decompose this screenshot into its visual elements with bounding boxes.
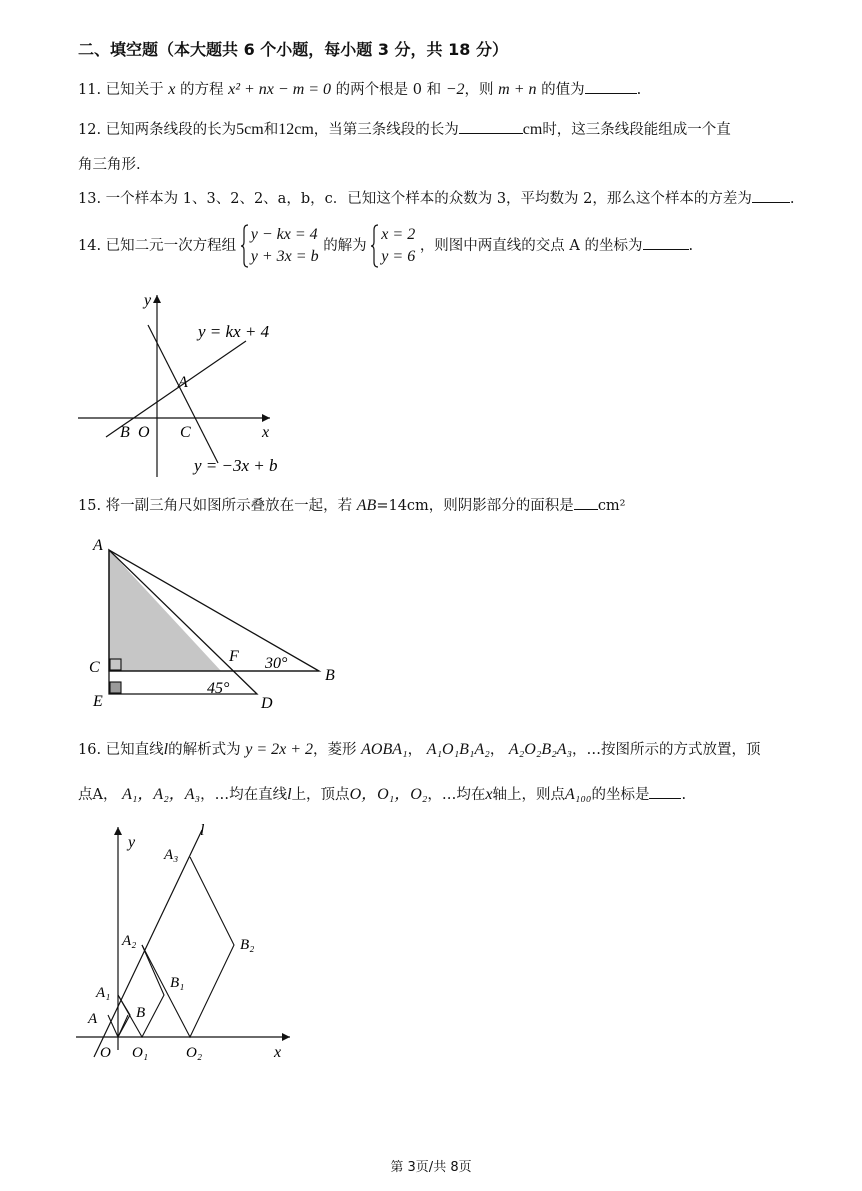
question-number: 13. (78, 191, 102, 207)
question-16-cont: 点A， A₁，A₂，A₃，…均在直线l上，顶点O，O₁，O₂，…均在x轴上，则点A₁₀₀的坐标是 . (78, 786, 687, 803)
svg-text:y: y (128, 834, 136, 851)
equation-system: y − kx = 4 y + 3x = b (241, 224, 319, 268)
question-14: 14. 已知二元一次方程组 y − kx = 4 y + 3x = b 的解为 x = 2 y = 6 ，则图中两直线的交点 A 的坐标为 . (78, 224, 693, 268)
x-arrow-icon (282, 1033, 290, 1041)
svg-text:O: O (100, 1045, 111, 1061)
label-c: C (89, 659, 100, 676)
label-point-o: O (138, 424, 150, 441)
question-12: 12. 已知两条线段的长为5cm和12cm，当第三条线段的长为 cm时，这三条线段能组成一个直 (78, 121, 731, 138)
answer-blank[interactable] (585, 79, 637, 94)
q15-figure (85, 530, 355, 715)
solution-system: x = 2 y = 6 (371, 224, 415, 268)
question-number: 12. (78, 122, 102, 138)
equation: x² + nx − m = 0 (228, 81, 332, 98)
svg-text:A₁: A₁ (96, 985, 111, 1001)
svg-text:A₂: A₂ (122, 933, 137, 949)
label-line2: y = −3x + b (194, 456, 278, 475)
label-x: x (262, 424, 270, 441)
question-15: 15. 将一副三角尺如图所示叠放在一起，若 AB=14cm，则阴影部分的面积是 cm² (78, 497, 626, 514)
svg-text:B₂: B₂ (240, 937, 255, 953)
brace-icon (241, 224, 249, 268)
answer-blank[interactable] (643, 235, 689, 250)
label-point-b: B (120, 424, 130, 441)
svg-text:O₂: O₂ (186, 1045, 203, 1061)
svg-text:B: B (136, 1005, 146, 1021)
question-number: 11. (78, 82, 102, 98)
line-neg3x-b (148, 325, 218, 463)
x-arrow-icon (262, 414, 270, 422)
answer-blank[interactable] (649, 784, 681, 799)
line-l (94, 830, 202, 1057)
question-16: 16. 已知直线l的解析式为 y = 2x + 2，菱形 AOBA₁， A₁O₁B₁A₂， A₂O₂B₂A₃，…按图所示的方式放置，顶 (78, 741, 761, 758)
label-y: y (144, 292, 152, 309)
answer-blank[interactable] (459, 119, 523, 134)
svg-text:O₁: O₁ (132, 1045, 149, 1061)
answer-blank[interactable] (752, 188, 790, 203)
question-11: 11. 已知关于 x 的方程 x² + nx − m = 0 的两个根是 0 和 −2，则 m + n 的值为 . (78, 81, 642, 98)
label-e: E (93, 693, 103, 710)
answer-blank[interactable] (574, 495, 598, 510)
line-kx4 (106, 341, 246, 437)
svg-text:B₁: B₁ (170, 975, 185, 991)
right-angle-e (110, 682, 121, 693)
question-number: 14. (78, 238, 102, 254)
label-a: A (93, 537, 103, 554)
svg-text:l: l (200, 822, 205, 839)
label-angle-30: 30° (265, 655, 288, 672)
brace-icon (371, 224, 379, 268)
question-number: 15. (78, 498, 102, 514)
svg-text:A: A (88, 1011, 98, 1027)
label-b: B (325, 667, 335, 684)
label-angle-45: 45° (207, 680, 230, 697)
svg-text:A₃: A₃ (164, 847, 179, 863)
page-footer: 第 3页/共 8页 (390, 1160, 472, 1175)
svg-text:x: x (274, 1044, 282, 1061)
label-point-c: C (180, 424, 191, 441)
q16-figure (70, 815, 310, 1075)
question-13: 13. 一个样本为 1、3、2、2、a，b，c．已知这个样本的众数为 3，平均数为 2，那么这个样本的方差为 . (78, 187, 795, 208)
label-line1: y = kx + 4 (198, 322, 270, 341)
shaded-region (109, 550, 221, 671)
y-arrow-icon (153, 295, 161, 303)
question-12-cont: 角三角形. (78, 157, 141, 173)
question-number: 16. (78, 742, 102, 758)
label-f: F (229, 648, 239, 665)
label-point-a: A (178, 374, 188, 391)
q14-figure (70, 285, 290, 485)
label-d: D (261, 695, 273, 712)
section-heading: 二、填空题（本大题共 6 个小题，每小题 3 分，共 18 分） (78, 40, 508, 59)
y-arrow-icon (114, 827, 122, 835)
